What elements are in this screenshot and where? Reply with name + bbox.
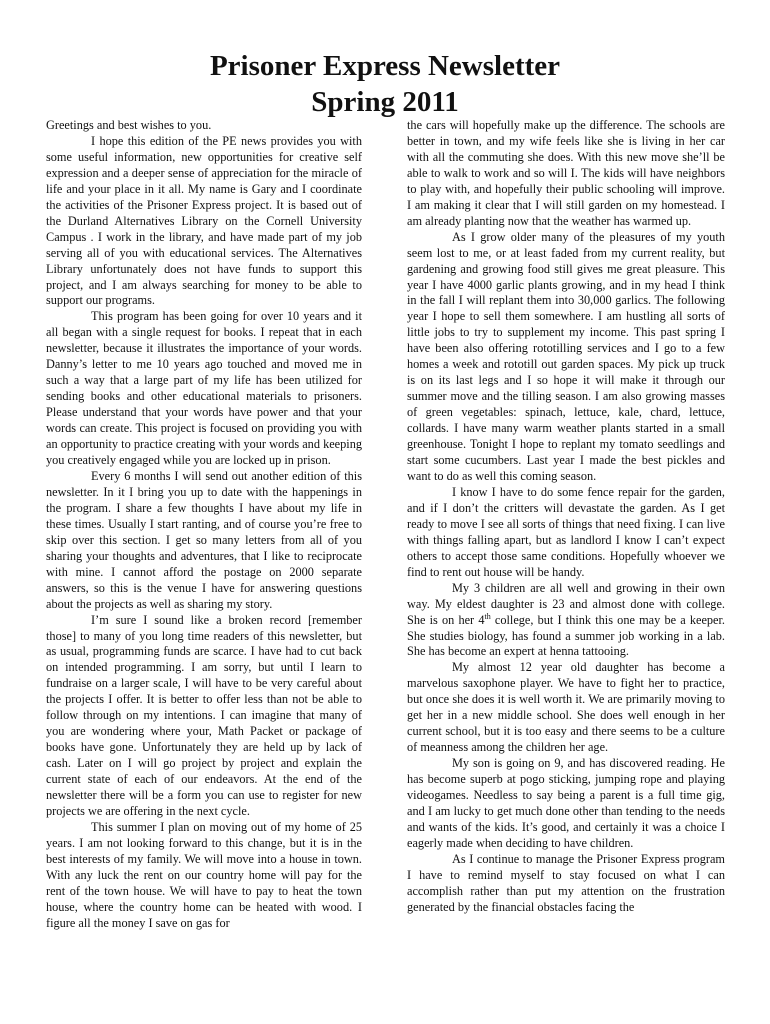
paragraph: This program has been going for over 10 years and it all began with a single request for books. I repeat that in each newsletter, because it illustrates the importance of your words. Danny’s letter to me 10 years ago touched and moved me in such a way that a large part of my life has been utilized for sending books and other educational materials to prisoners. Please understand that your words have power and that your words can create. This project is focused on providing you with an opportunity to practice creating with your words and keeping you creatively engaged while you are locked up in prison. bbox=[46, 309, 362, 468]
newsletter-issue: Spring 2011 bbox=[311, 86, 459, 118]
paragraph-children bbox=[407, 581, 725, 661]
paragraph: Every 6 months I will send out another edition of this newsletter. In it I bring you up to date with the happenings in the program. I share a few thoughts I have about my life in these times. Usually I start ranting, and of course you’re free to skip over this section. I get so many letters from all of you sharing your thoughts and adventures, that I like to reciprocate with mine. I cannot afford the postage on 2000 separate answers, so this is the venue I have for answering questions about the projects as well as sharing my story. bbox=[46, 468, 362, 611]
superscript: th bbox=[484, 611, 491, 621]
right-column bbox=[407, 118, 725, 916]
paragraph: As I grow older many of the pleasures of my youth seem lost to me, or at least faded from my current reality, but gardening and growing food still gives me great pleasure. This year I have 4000 garlic plants growing, and in my head I think in the fall I will replant them into 30,000 garlics. The following year I hope to sell them somewhere. I am hustling all sorts of little jobs to try to supplement my income. This past spring I have been also offering rototilling services and I go to a few homes a week and rototill out garden spaces. My pick up truck is on its last legs and I so hope it will make it through our summer move and the tilling season. I am also growing masses of green vegetables: spinach, lettuce, kale, chard, lettuce, collards. I have many warm weather plants started in a small greenhouse. Tonight I hope to replant my tomato seedlings and start some cucumbers. Last year I made the best pickles and want to do as well this coming season. bbox=[407, 229, 725, 483]
paragraph: My almost 12 year old daughter has become a marvelous saxophone player. We have to fight her to practice, but once she does it is well worth it. We are primarily moving to get her in a new middle school. She does well enough in her current school, but it is too easy and there seems to be a culture of meanness among the children her age. bbox=[407, 660, 725, 755]
paragraph: As I continue to manage the Prisoner Express program I have to remind myself to stay focused on what I can accomplish rather than put my attention on the frustration generated by the financial obstacles facing the bbox=[407, 851, 725, 914]
paragraph: I know I have to do some fence repair for the garden, and if I don’t the critters will devastate the garden. As I get ready to move I see all sorts of things that need fixing. I can live with things falling apart, but as landlord I know I can’t expect others to accept those same conditions. Hopefully whoever we find to rent out house will be handy. bbox=[407, 484, 725, 579]
greeting: Greetings and best wishes to you. bbox=[46, 118, 212, 132]
left-column bbox=[46, 118, 362, 932]
paragraph: I hope this edition of the PE news provides you with some useful information, new opportunities for creative self expression and a deeper sense of appreciation for the miracle of life and your place in it all. My name is Gary and I coordinate the activities of the Prisoner Express project. It is based out of the Durland Alternatives Library on the Cornell University Campus . I work in the library, and have made part of my job serving all of you with educational services. The Alternatives Library unfortunately does not have funds to support this project, and I am always searching for money to be able to support our programs. bbox=[46, 133, 362, 308]
newsletter-title: Prisoner Express Newsletter bbox=[209, 50, 561, 82]
paragraph: I’m sure I sound like a broken record [remember those] to many of you long time readers of this newsletter, but as usual, programming funds are scarce. I have had to cut back on intended programming. I am sorry, but until I learn to fundraise on a larger scale, I will have to be very careful about the projects I offer. It is better to offer less than not be able to follow through on my intentions. I can imagine that many of you are wondering where your, Math Packet or package of books have gone. Unfortunately they are held up by lack of cash. Later on I will go project by project and explain the current state of each of our endeavors. At the end of the newsletter there will be a form you can use to register for new projects we are offering in the next cycle. bbox=[46, 612, 362, 818]
paragraph: My son is going on 9, and has discovered reading. He has become superb at pogo sticking, jumping rope and playing videogames. Needless to say being a parent is a full time gig, and I am lucky to get much done other than tending to the needs and wants of the kids. It’s good, and certainly it was a choice I eagerly made when deciding to have children. bbox=[407, 756, 725, 850]
paragraph: This summer I plan on moving out of my home of 25 years. I am not looking forward to this change, but it is in the best interests of my family. We will move into a house in town. With any luck the rent on our country home will pay for the rent of the town house. We will have to pay to heat the town house, where the country home can be heated with wood. I figure all the money I save on gas for bbox=[46, 819, 362, 930]
text-run: My 3 children are all well and growing in their own way. My eldest daughter is 23 and almost done with college. She is on her 4 bbox=[407, 580, 725, 627]
paragraph-continued: the cars will hopefully make up the difference. The schools are better in town, and my wife feels like she is living in her car with all the commuting she does. With this new move she’ll be able to walk to work and so will I. The kids will have neighbors to play with, and hopefully their public schooling will improve. I am making it clear that I will still garden on my homestead. I am already planting now that the weather has warmed up. bbox=[407, 118, 725, 228]
text-run: college, but I think this one may be a keeper. She studies biology, has found a summer job working in a lab. She has become an expert at henna tattooing. bbox=[407, 612, 726, 659]
